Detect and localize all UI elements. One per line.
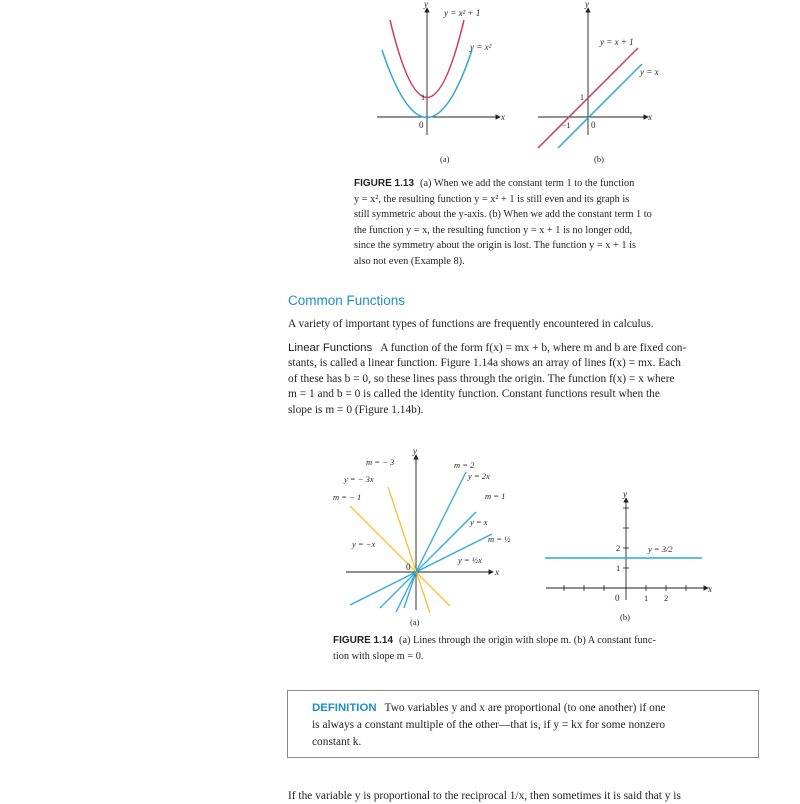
caption-line: y = x², the resulting function y = x² + 1 is still even and its graph is	[354, 193, 630, 205]
subfig-label: (a)	[440, 154, 450, 164]
axis-label-x: x	[648, 112, 652, 122]
line-label: y = 3/2	[648, 544, 673, 554]
definition-box	[287, 690, 759, 758]
intro-paragraph: A variety of important types of functions are frequently encountered in calculus.	[288, 318, 654, 330]
definition-label: DEFINITION	[312, 702, 377, 714]
runin-heading: Linear Functions	[288, 342, 373, 354]
label-y-x: y = x	[470, 517, 488, 527]
curve2-label: y = x²	[470, 42, 492, 52]
caption-label: FIGURE 1.13	[354, 178, 415, 189]
para-line: stants, is called a linear function. Figure 1.14a shows an array of lines f(x) = mx. Each	[288, 357, 681, 370]
definition-line: is always a constant multiple of the other—that is, if y = kx for some nonzero	[312, 719, 666, 731]
axis-label-y: y	[424, 0, 428, 9]
axis-label-y: y	[585, 0, 589, 9]
label-m-2: m = 2	[454, 460, 475, 470]
origin-label: 0	[419, 120, 424, 130]
tick-1: 1	[580, 93, 584, 102]
axis-label-y: y	[413, 446, 417, 456]
label-y-neg3x: y = − 3x	[344, 474, 374, 484]
label-m-neg3: m = − 3	[366, 457, 395, 467]
tick-x2: 2	[664, 593, 669, 603]
subfig-label: (b)	[594, 154, 604, 164]
figure-1-13-caption	[354, 176, 714, 270]
figure-1-14-caption	[333, 633, 713, 664]
subfig-label: (a)	[410, 617, 420, 627]
subfig-label: (b)	[620, 612, 630, 622]
figure-1-13b	[530, 0, 665, 170]
caption-line: still symmetric about the y-axis. (b) When we add the constant term 1 to	[354, 209, 652, 221]
label-m-1: m = 1	[485, 491, 506, 501]
origin-label: 0	[591, 120, 596, 130]
caption-line: also not even (Example 8).	[354, 255, 465, 267]
definition-line: constant k.	[312, 736, 362, 748]
figure-1-13a	[372, 0, 512, 170]
curve1-label: y = x² + 1	[444, 8, 481, 18]
para-line: m = 1 and b = 0 is called the identity function. Constant functions result when the	[288, 388, 660, 401]
para-line: A function of the form f(x) = mx + b, where m and b are fixed con-	[380, 342, 687, 354]
axis-label-x: x	[501, 112, 505, 122]
origin-label: 0	[406, 562, 411, 572]
caption-line: (a) Lines through the origin with slope m. (b) A constant func-	[399, 635, 656, 646]
tick-y1: 1	[616, 563, 621, 573]
tick-1: 1	[421, 93, 425, 102]
label-y-negx: y = −x	[352, 539, 376, 549]
axis-label-y: y	[623, 490, 627, 499]
para-line: of these has b = 0, so these lines pass through the origin. The function f(x) = x where	[288, 372, 675, 385]
line-x	[558, 64, 642, 148]
caption-line: since the symmetry about the origin is lost. The function y = x + 1 is	[354, 240, 636, 252]
caption-label: FIGURE 1.14	[333, 635, 394, 646]
figure-1-14a	[330, 445, 515, 630]
figure-1-14b	[540, 490, 720, 630]
definition-text	[312, 700, 736, 751]
linear-functions-paragraph	[288, 341, 760, 418]
line1-label: y = x + 1	[600, 37, 634, 47]
label-y-halfx: y = ½x	[458, 555, 482, 565]
origin-label: 0	[615, 593, 620, 603]
caption-line: (a) When we add the constant term 1 to the function	[420, 178, 635, 189]
label-y-2x: y = 2x	[468, 471, 490, 481]
axis-label-x: x	[495, 567, 499, 577]
tick-x1: 1	[644, 593, 649, 603]
label-m-half: m = ½	[488, 534, 511, 544]
tick-y2: 2	[616, 543, 621, 553]
tick-neg1: −1	[562, 121, 571, 130]
line2-label: y = x	[640, 67, 659, 77]
section-heading: Common Functions	[288, 293, 406, 308]
bottom-paragraph-line: If the variable y is proportional to the reciprocal 1/x, then sometimes it is said that y is	[288, 790, 681, 802]
definition-line: Two variables y and x are proportional (to one another) if one	[384, 702, 666, 714]
para-line: slope is m = 0 (Figure 1.14b).	[288, 403, 424, 416]
caption-line: the function y = x, the resulting function y = x + 1 is no longer odd,	[354, 224, 633, 236]
caption-line: tion with slope m = 0.	[333, 650, 424, 662]
label-m-neg1: m = − 1	[333, 492, 362, 502]
axis-label-x: x	[708, 584, 712, 594]
